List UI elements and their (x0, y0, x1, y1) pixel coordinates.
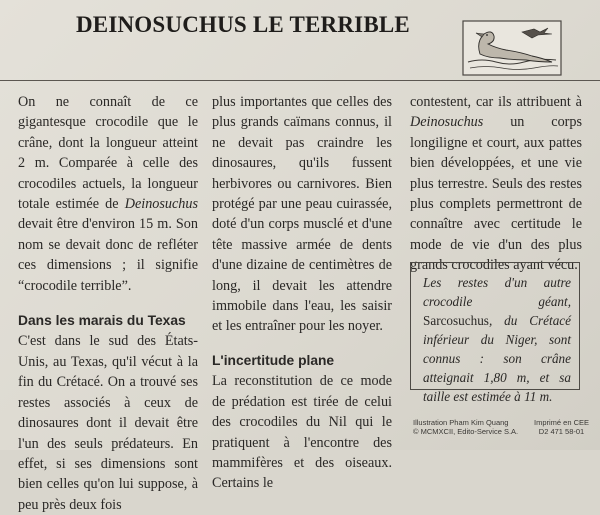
illustration-credit (413, 418, 518, 436)
text-column-2 (212, 92, 392, 494)
intro-paragraph (18, 92, 198, 296)
intro-text-b: devait être d'environ 15 m. Son nom se devait donc de refléter ces dimensions ; il signifie “crocodile terrible”. (18, 216, 198, 294)
conclusion-text-a: contestent, car ils attribuent à (410, 94, 582, 110)
uncertainty-paragraph: La reconstitution de ce mode de prédation est tirée de celui des crocodiles du Nil qui le pratiquent à l'encontre des mammifères et des oiseaux. Certains le (212, 373, 392, 492)
sidebox-genus-name: Sarcosuchus (423, 313, 489, 328)
reference-code: D2 471 58-01 (538, 427, 585, 436)
predation-paragraph: plus importantes que celles des plus grands caïmans connus, il ne devait pas craindre les dinosaures, qu'ils fussent herbivores ou carnivores. Bien protégé par une peau cuirassée, doté d'un corps musclé et d'une tête massive armée de dents d'une dizaine de centimètres de long, il devait les attendre immobile dans l'eau, les saisir et les entraîner pour les noyer. (212, 94, 392, 335)
illustrator-line: Illustration Pham Kim Quang (413, 418, 509, 427)
conclusion-genus-name: Deinosuchus (410, 114, 484, 131)
section-heading-texas: Dans les marais du Texas (18, 313, 186, 329)
conclusion-paragraph (410, 92, 582, 276)
intro-text-a: On ne connaît de ce gigantesque crocodile que le crâne, dont la longueur atteint 2 m. Comparée à celle des crocodiles actuels, la longueur totale estimée de (18, 94, 198, 213)
header-band (0, 0, 600, 81)
sidebox-text-b: , du Crétacé inférieur du Niger, sont connus : son crâne atteignait 1,80 m, et sa taille est estimée à 11 m. (423, 313, 571, 404)
text-column-1 (18, 92, 198, 515)
copyright-line: © MCMXCII, Edito-Service S.A. (413, 427, 519, 436)
intro-genus-name: Deinosuchus (124, 196, 198, 213)
conclusion-text-b: un corps longiligne et court, aux pattes bien développées, et une vie plus terrestre. Seuls des restes plus complets permettront de connaître avec certitude le mode de vie d'un des plus grands crocodiles ayant vécu. (410, 114, 582, 274)
texas-paragraph: C'est dans le sud des États-Unis, au Texas, qu'il vécut à la fin du Crétacé. On a trouvé ses restes associés à ceux de dinosaures dont il devait être l'un des seuls prédateurs. En effet, si ses dimensions sont bien celles qu'on lui suppose, à peu près deux fois (18, 333, 198, 513)
crocodile-and-pterosaur-illustration (462, 20, 562, 76)
printed-in-line: Imprimé en CEE (534, 418, 590, 427)
print-info (534, 418, 589, 436)
page-title: DEINOSUCHUS LE TERRIBLE (76, 12, 410, 37)
text-column-3 (410, 92, 582, 276)
section-heading-uncertainty: L'incertitude plane (212, 352, 335, 368)
sidebox-text-a: Les restes d'un autre crocodile géant, (423, 275, 571, 309)
sarcosuchus-sidebox (410, 262, 580, 404)
